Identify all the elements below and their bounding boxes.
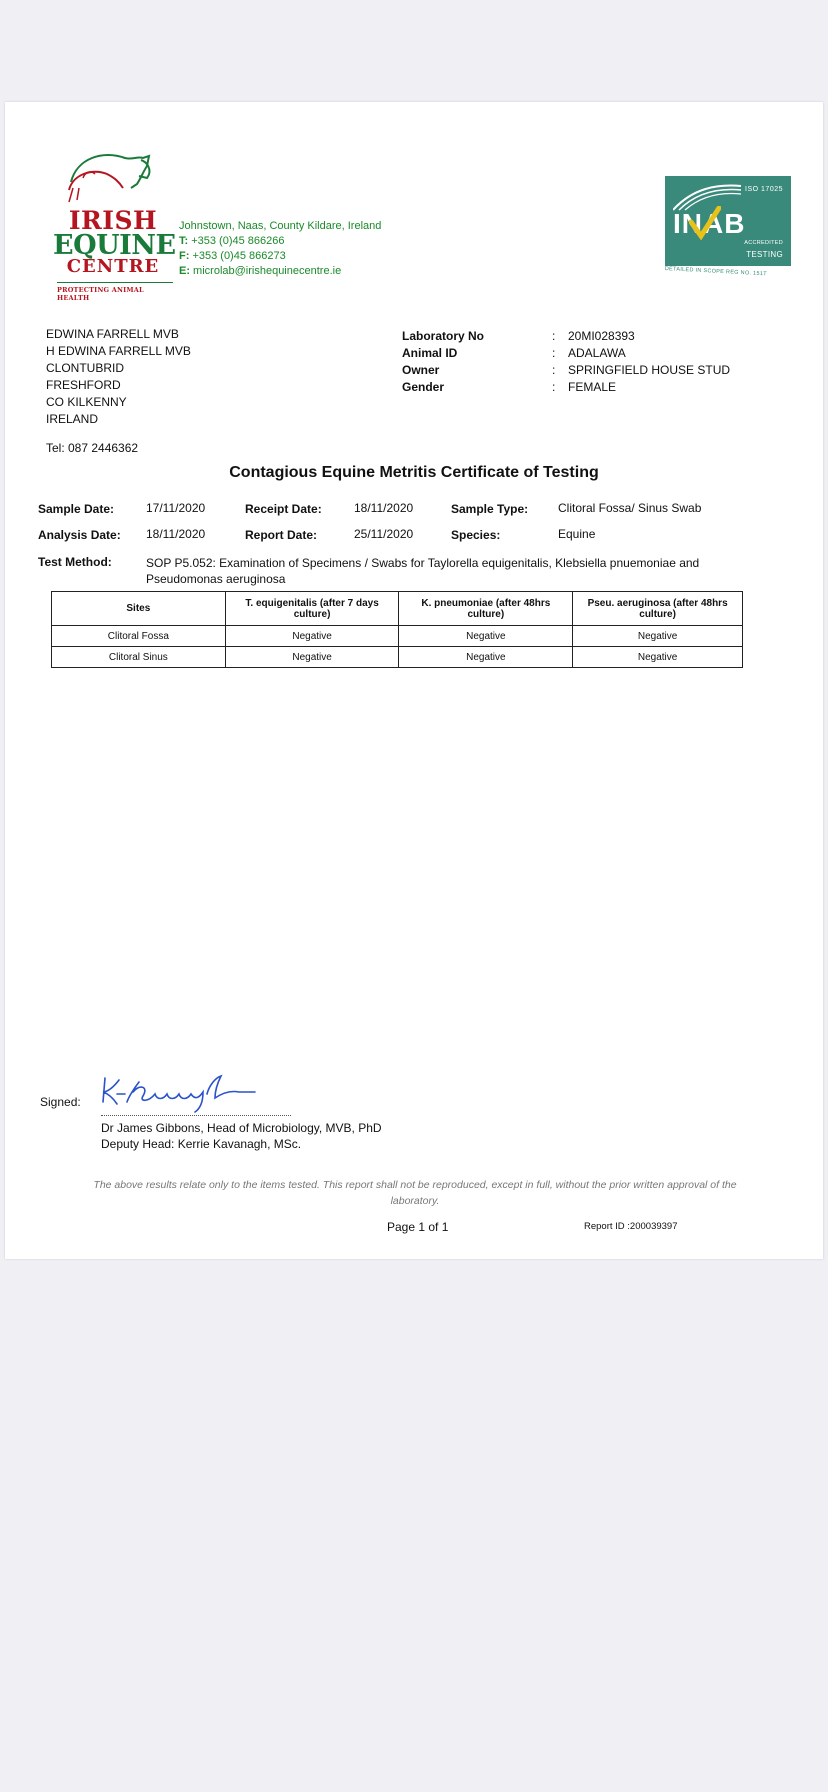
irish-equine-centre-logo [53, 148, 176, 302]
sample-date-value: 17/11/2020 [146, 501, 206, 515]
receipt-date-label: Receipt Date: [245, 502, 322, 516]
logo-text-irish: IRISH [68, 206, 158, 235]
contact-phone: T: +353 (0)45 866266 [179, 235, 285, 247]
signed-label: Signed: [40, 1095, 81, 1109]
signatories [101, 1120, 382, 1152]
table-cell: Negative [573, 626, 743, 647]
signature-line [101, 1115, 291, 1116]
contact-fax: F: +353 (0)45 866273 [179, 250, 286, 262]
inab-scope: DETAILED IN SCOPE REG NO. 151T [664, 266, 767, 278]
logo-text-centre: CENTRE [66, 256, 160, 277]
table-row [52, 626, 743, 647]
species-label: Species: [451, 528, 501, 542]
logo-text-equine: EQUINE [53, 230, 176, 261]
inab-testing: TESTING [746, 250, 783, 259]
logo-tagline: PROTECTING ANIMAL HEALTH [57, 282, 173, 302]
table-header: K. pneumoniae (after 48hrs culture) [399, 592, 573, 626]
inab-accredited: ACCREDITED [744, 240, 783, 246]
table-header: Pseu. aeruginosa (after 48hrs culture) [573, 592, 743, 626]
sample-type-label: Sample Type: [451, 502, 529, 516]
handwritten-signature [99, 1072, 259, 1116]
addressee-tel: Tel: 087 2446362 [46, 441, 139, 455]
table-row [52, 647, 743, 668]
table-header: Sites [52, 592, 226, 626]
inab-iso-label: ISO 17025 [745, 186, 783, 193]
analysis-date-label: Analysis Date: [38, 528, 121, 542]
horse-logo-icon [63, 148, 163, 208]
sample-date-label: Sample Date: [38, 502, 115, 516]
signatory-deputy: Deputy Head: Kerrie Kavanagh, MSc. [101, 1137, 302, 1151]
table-header: T. equigenitalis (after 7 days culture) [225, 592, 399, 626]
report-date-label: Report Date: [245, 528, 318, 542]
contact-address: Johnstown, Naas, County Kildare, Ireland [179, 220, 382, 232]
test-method-value: SOP P5.052: Examination of Specimens / Swabs for Taylorella equigenitalis, Klebsiella pnuemoniae and Pseudomonas aeruginosa [146, 556, 700, 586]
species-value: Equine [558, 527, 596, 541]
analysis-date-value: 18/11/2020 [146, 527, 206, 541]
lab-row: Animal ID : ADALAWA [402, 346, 626, 360]
addressee-line: H EDWINA FARRELL MVB [46, 344, 191, 358]
table-cell: Clitoral Sinus [52, 647, 226, 668]
table-cell: Negative [225, 626, 399, 647]
table-cell: Negative [225, 647, 399, 668]
addressee-line: EDWINA FARRELL MVB [46, 327, 179, 341]
checkmark-icon [689, 206, 721, 240]
inab-accreditation-badge [664, 176, 791, 278]
lab-info-block [402, 328, 730, 396]
contact-block [179, 219, 381, 279]
receipt-date-value: 18/11/2020 [354, 501, 414, 515]
addressee-line: IRELAND [46, 412, 99, 426]
results-table [51, 591, 743, 668]
lab-row: Owner : SPRINGFIELD HOUSE STUD [402, 363, 731, 377]
addressee-line: FRESHFORD [46, 378, 121, 392]
report-date-value: 25/11/2020 [354, 527, 414, 541]
table-cell: Negative [399, 626, 573, 647]
table-header-row [52, 592, 743, 626]
test-method-label: Test Method: [38, 555, 112, 569]
addressee-line: CLONTUBRID [46, 361, 125, 375]
lab-row: Gender : FEMALE [402, 380, 617, 394]
lab-row: Laboratory No : 20MI028393 [402, 329, 635, 343]
report-id: Report ID :200039397 [584, 1221, 678, 1232]
addressee-block [46, 326, 191, 428]
addressee-line: CO KILKENNY [46, 395, 127, 409]
certificate-title: Contagious Equine Metritis Certificate of Testing [229, 464, 599, 481]
sample-type-value: Clitoral Fossa/ Sinus Swab [558, 501, 702, 515]
table-cell: Clitoral Fossa [52, 626, 226, 647]
disclaimer: The above results relate only to the items tested. This report shall not be reproduced, except in full, without the prior written approval of the laboratory. [93, 1179, 737, 1207]
certificate-page [5, 102, 823, 1259]
contact-email: E: microlab@irishequinecentre.ie [179, 265, 342, 277]
table-cell: Negative [573, 647, 743, 668]
page-number: Page 1 of 1 [387, 1220, 449, 1234]
inab-name: INAB [673, 208, 746, 239]
table-cell: Negative [399, 647, 573, 668]
signatory-head: Dr James Gibbons, Head of Microbiology, MVB, PhD [101, 1121, 382, 1135]
